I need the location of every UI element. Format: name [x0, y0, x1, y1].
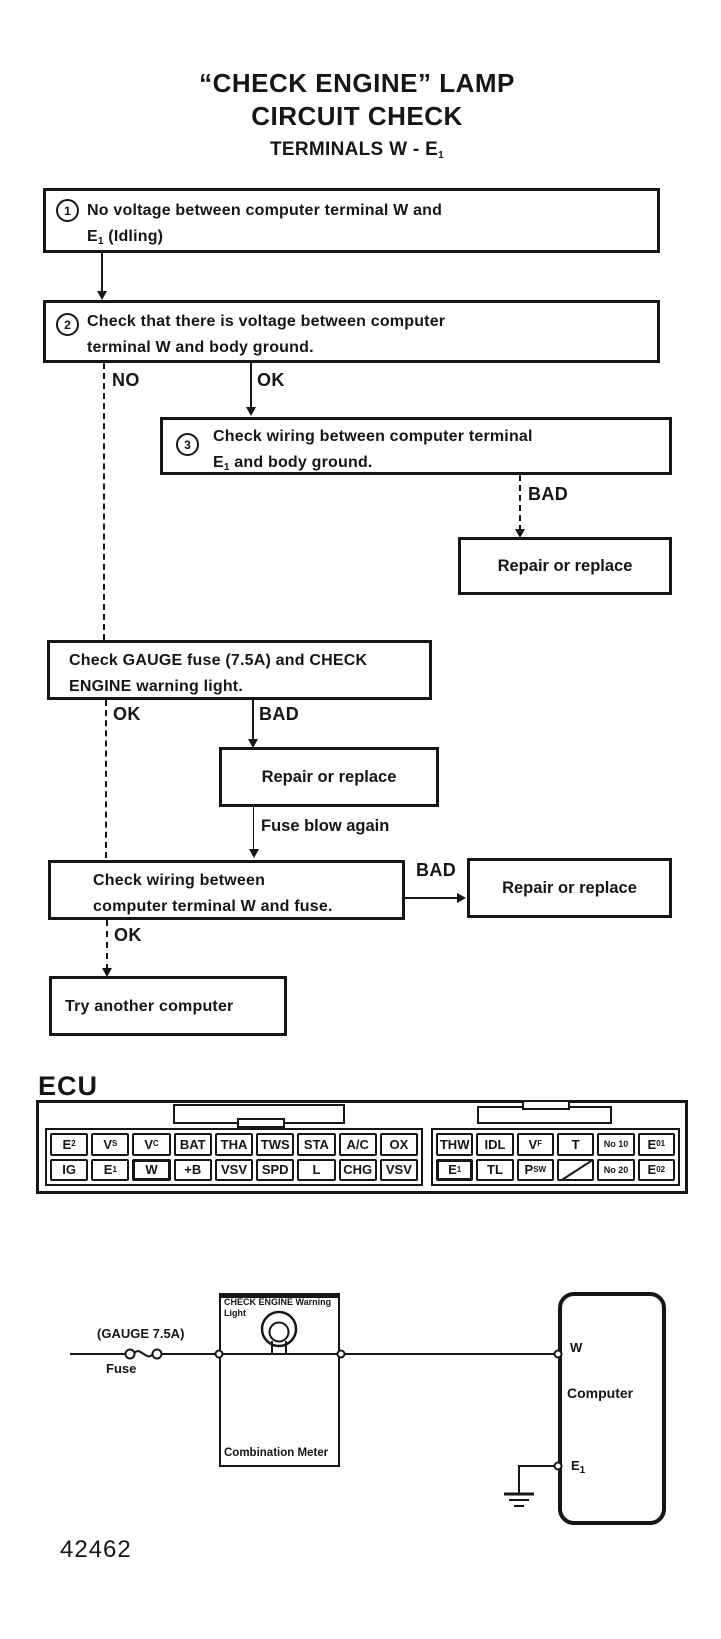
ecu-terminal-vsv-1: VSV — [215, 1159, 253, 1182]
fuse-label: Fuse — [106, 1361, 137, 1376]
connector-bad-repair2 — [252, 700, 254, 741]
terminal-e1-dot — [555, 1463, 562, 1470]
ecu-terminal-spd: SPD — [256, 1159, 294, 1182]
label-ok-1: OK — [257, 370, 285, 390]
ecu-connector-tab-left-notch — [237, 1118, 285, 1128]
flow-box-step2 — [43, 300, 660, 363]
ecu-terminal-plus-b: +B — [174, 1159, 212, 1182]
combination-meter-label: Combination Meter — [224, 1447, 329, 1459]
ecu-terminal-ox: OX — [380, 1133, 418, 1156]
repair3-text: Repair or replace — [502, 878, 637, 897]
page-title-line1: “CHECK ENGINE” LAMP — [199, 68, 515, 98]
repair1-text: Repair or replace — [497, 556, 633, 575]
step3-text-line2: $E_1$ and body ground. — [213, 454, 373, 473]
flow-box-gauge-fuse — [47, 640, 432, 700]
ecu-terminal-bat: BAT — [174, 1133, 212, 1156]
subtitle-subscript: 1 — [438, 150, 444, 161]
gauge-text-line2: ENGINE warning light. — [69, 678, 243, 695]
step3-text-line1: Check wiring between computer terminal — [213, 428, 533, 445]
flow-box-repair-3 — [467, 858, 672, 918]
arrow-down-icon — [249, 849, 259, 858]
ecu-terminal-no10: No 10 — [597, 1133, 634, 1156]
connector-no-branch — [103, 363, 105, 640]
step2-number-badge: 2 — [56, 313, 79, 336]
label-no: NO — [112, 370, 140, 390]
label-bad-2: BAD — [259, 704, 300, 724]
gauge-text-line1: Check GAUGE fuse (7.5A) and CHECK — [69, 652, 368, 669]
repair2-text: Repair or replace — [261, 767, 397, 786]
flow-box-try-computer — [49, 976, 287, 1036]
ecu-terminal-e01: E 01 — [638, 1133, 675, 1156]
ecu-terminal-group-left — [45, 1128, 423, 1186]
page-subtitle — [0, 139, 714, 161]
try-computer-text: Try another computer — [65, 998, 234, 1015]
label-fuse-blow-again: Fuse blow again — [261, 817, 390, 835]
flow-box-step1 — [43, 188, 660, 253]
ecu-terminal-ac: A/C — [339, 1133, 377, 1156]
ecu-terminal-no20: No 20 — [597, 1159, 634, 1182]
arrow-down-icon — [246, 407, 256, 416]
ecu-terminal-chg: CHG — [339, 1159, 377, 1182]
ecu-terminal-t: T — [557, 1133, 594, 1156]
page-title-line2: CIRCUIT CHECK — [251, 101, 463, 131]
step1-text-line1: No voltage between computer terminal W and — [87, 202, 443, 219]
connector-ok-step3 — [250, 363, 252, 409]
terminal-e1-label: $E_1$ — [571, 1458, 586, 1476]
label-ok-3: OK — [114, 925, 142, 945]
ecu-terminal-e02: E 02 — [638, 1159, 675, 1182]
step2-text-line1: Check that there is voltage between computer — [87, 313, 446, 330]
junction-dot — [216, 1351, 223, 1358]
ecu-terminal-tl: TL — [476, 1159, 513, 1182]
connector-bad-repair3 — [405, 897, 459, 899]
computer-label: Computer — [567, 1385, 634, 1401]
connector-ok-try — [106, 920, 108, 970]
arrow-right-icon — [457, 893, 466, 903]
ecu-terminal-ig: IG — [50, 1159, 88, 1182]
connector-ok-wiring — [105, 700, 107, 858]
ecu-terminal-e1-highlighted: E 1 — [436, 1159, 473, 1182]
step2-text-line2: terminal W and body ground. — [87, 339, 314, 356]
ecu-terminal-e2: E 2 — [50, 1133, 88, 1156]
label-bad-1: BAD — [528, 484, 569, 504]
arrow-down-icon — [97, 291, 107, 300]
wiring-text-line1: Check wiring between — [93, 872, 266, 889]
fuse-symbol — [126, 1350, 162, 1359]
ecu-terminal-blank-diagonal — [557, 1159, 594, 1182]
terminal-w-dot — [555, 1351, 562, 1358]
label-bad-3: BAD — [416, 860, 457, 880]
ground-symbol — [504, 1466, 556, 1506]
ecu-terminal-l: L — [297, 1159, 335, 1182]
ecu-terminal-vsv-2: VSV — [380, 1159, 418, 1182]
connector-step1-step2 — [101, 253, 103, 293]
label-ok-2: OK — [113, 704, 141, 724]
ecu-terminal-sta: STA — [297, 1133, 335, 1156]
figure-number: 42462 — [60, 1536, 132, 1563]
ecu-terminal-vf: V F — [517, 1133, 554, 1156]
ecu-connector-tab-right-notch — [522, 1100, 570, 1110]
ecu-label: ECU — [38, 1071, 99, 1101]
connector-fuseblow — [253, 807, 254, 851]
ecu-terminal-group-right — [431, 1128, 680, 1186]
connector-bad-repair1 — [519, 475, 521, 531]
step3-number-badge: 3 — [176, 433, 199, 456]
ecu-terminal-vc: V C — [132, 1133, 170, 1156]
junction-dot — [338, 1351, 345, 1358]
ecu-terminal-thw: THW — [436, 1133, 473, 1156]
circuit-diagram — [0, 1280, 721, 1540]
flow-box-repair-1 — [458, 537, 672, 595]
ecu-terminal-e1-left: E 1 — [91, 1159, 129, 1182]
ecu-terminal-w-highlighted: W — [132, 1159, 170, 1182]
ecu-terminal-tha: THA — [215, 1133, 253, 1156]
subtitle-text: TERMINALS W - E — [270, 139, 439, 160]
ecu-terminal-idl: IDL — [476, 1133, 513, 1156]
ecu-terminal-tws: TWS — [256, 1133, 294, 1156]
wiring-text-line2: computer terminal W and fuse. — [93, 898, 333, 915]
check-engine-warning-label: CHECK ENGINE Warning Light — [224, 1297, 332, 1318]
flow-box-step3 — [160, 417, 672, 475]
flow-box-wiring — [48, 860, 405, 920]
step1-number-badge: 1 — [56, 199, 79, 222]
ecu-terminal-psw: P SW — [517, 1159, 554, 1182]
terminal-w-label: W — [570, 1340, 583, 1355]
ecu-terminal-vs: V S — [91, 1133, 129, 1156]
step1-text-line2: $E_1$ (Idling) — [87, 228, 164, 247]
flow-box-repair-2 — [219, 747, 439, 807]
gauge-fuse-rating-label: (GAUGE 7.5A) — [97, 1326, 185, 1341]
